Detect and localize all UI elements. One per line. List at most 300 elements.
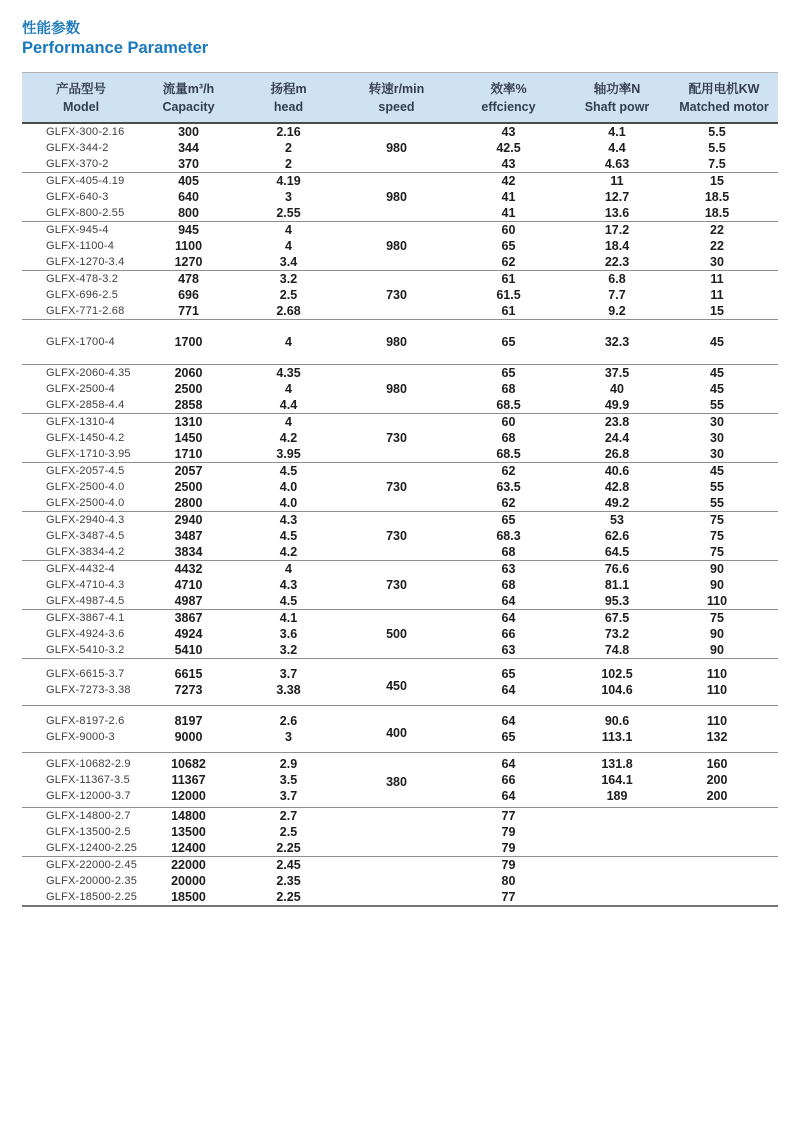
cell-head: 4.1 [237, 610, 340, 627]
cell-head: 3.4 [279, 255, 298, 269]
cell-capacity: 1310 [140, 414, 237, 431]
table-row [22, 222, 778, 239]
cell-matched-motor: 90 [710, 627, 724, 641]
cell-efficiency: 61 [501, 304, 516, 318]
cell-model: GLFX-2500-4.0 [46, 497, 125, 509]
cell-model: GLFX-22000-2.45 [22, 857, 140, 874]
cell-efficiency: 64 [453, 753, 564, 773]
cell-matched-motor: 5.5 [708, 141, 726, 155]
cell-speed: 730 [340, 561, 453, 610]
cell-capacity: 2060 [140, 365, 237, 382]
cell-matched-motor [670, 824, 778, 840]
cell-model: GLFX-640-3 [46, 191, 109, 203]
cell-model: GLFX-2858-4.4 [46, 399, 125, 411]
cell-matched-motor: 55 [710, 480, 724, 494]
cell-head: 2.35 [276, 874, 301, 888]
cell-matched-motor: 30 [670, 414, 778, 431]
cell-matched-motor: 45 [670, 463, 778, 480]
cell-efficiency: 64 [501, 594, 516, 608]
cell-shaft-power: 64.5 [604, 545, 630, 559]
cell-capacity: 4924 [174, 627, 203, 641]
cell-head: 4 [285, 382, 292, 396]
cell-model: GLFX-12000-3.7 [46, 790, 131, 802]
cell-model: GLFX-1310-4 [22, 414, 140, 431]
cell-capacity: 478 [140, 271, 237, 288]
cell-capacity: 1270 [174, 255, 203, 269]
cell-efficiency: 43 [501, 157, 516, 171]
cell-model: GLFX-1270-3.4 [46, 256, 125, 268]
header-model-en: Model [62, 99, 100, 114]
cell-head: 4.5 [237, 463, 340, 480]
cell-model: GLFX-7273-3.38 [46, 684, 131, 696]
cell-head: 2.7 [237, 808, 340, 825]
cell-shaft-power [564, 808, 670, 825]
cell-speed: 980 [340, 320, 453, 365]
cell-model: GLFX-800-2.55 [46, 207, 125, 219]
header-shaft-power-en: Shaft powr [584, 99, 650, 114]
table-body [22, 123, 778, 906]
cell-matched-motor: 11 [670, 271, 778, 288]
cell-speed: 980 [340, 365, 453, 414]
cell-matched-motor: 200 [706, 773, 728, 787]
cell-model: GLFX-1450-4.2 [46, 432, 125, 444]
column-header-head [237, 72, 340, 123]
cell-capacity: 7273 [174, 683, 203, 697]
cell-capacity: 771 [178, 304, 199, 318]
cell-capacity: 945 [140, 222, 237, 239]
header-capacity-en: Capacity [162, 99, 215, 114]
cell-head: 3.2 [279, 643, 298, 657]
cell-capacity: 405 [140, 173, 237, 190]
cell-shaft-power: 22.3 [604, 255, 630, 269]
table-header [22, 72, 778, 123]
column-header-capacity [140, 72, 237, 123]
cell-head: 4.4 [279, 398, 298, 412]
cell-model: GLFX-12400-2.25 [46, 842, 138, 854]
cell-head: 2.9 [237, 753, 340, 773]
cell-model: GLFX-3834-4.2 [46, 546, 125, 558]
cell-efficiency: 65 [501, 239, 516, 253]
cell-capacity: 300 [140, 123, 237, 140]
cell-efficiency: 64 [453, 706, 564, 730]
cell-capacity: 14800 [140, 808, 237, 825]
cell-shaft-power: 104.6 [601, 683, 633, 697]
cell-matched-motor: 90 [710, 643, 724, 657]
page-title-chinese: 性能参数 [22, 21, 80, 37]
cell-head: 3.6 [279, 627, 298, 641]
cell-model: GLFX-3867-4.1 [22, 610, 140, 627]
cell-speed: 730 [340, 463, 453, 512]
cell-model: GLFX-1700-4 [22, 320, 140, 365]
cell-efficiency: 43 [453, 123, 564, 140]
cell-head: 4.19 [237, 173, 340, 190]
cell-shaft-power: 37.5 [564, 365, 670, 382]
cell-capacity: 22000 [140, 857, 237, 874]
cell-head: 2.5 [279, 825, 298, 839]
cell-head: 4.2 [279, 545, 298, 559]
cell-head: 3 [285, 730, 292, 744]
cell-model: GLFX-370-2 [46, 158, 109, 170]
cell-head: 2 [285, 157, 292, 171]
column-header-efficiency [453, 72, 564, 123]
cell-shaft-power: 131.8 [564, 753, 670, 773]
header-row [22, 72, 778, 123]
cell-speed: 450 [340, 659, 453, 706]
cell-model: GLFX-13500-2.5 [46, 826, 131, 838]
cell-matched-motor: 75 [670, 512, 778, 529]
cell-shaft-power [564, 873, 670, 889]
cell-shaft-power: 42.8 [604, 480, 630, 494]
table-row [22, 512, 778, 529]
header-efficiency-en: effciency [481, 99, 536, 114]
cell-model: GLFX-4987-4.5 [46, 595, 125, 607]
cell-efficiency: 42.5 [496, 141, 521, 155]
cell-shaft-power: 49.2 [604, 496, 630, 510]
cell-capacity: 2500 [174, 382, 203, 396]
header-matched-motor-en: Matched motor [679, 99, 769, 114]
cell-shaft-power: 62.6 [604, 529, 630, 543]
cell-capacity: 370 [178, 157, 199, 171]
cell-head: 3.7 [237, 659, 340, 683]
cell-model: GLFX-5410-3.2 [46, 644, 125, 656]
cell-efficiency: 68 [501, 382, 516, 396]
cell-efficiency: 60 [453, 414, 564, 431]
header-speed-en: speed [378, 99, 415, 114]
cell-shaft-power: 73.2 [604, 627, 630, 641]
column-header-model [22, 72, 140, 123]
cell-model: GLFX-696-2.5 [46, 289, 119, 301]
cell-shaft-power: 49.9 [604, 398, 630, 412]
cell-model: GLFX-2060-4.35 [22, 365, 140, 382]
cell-capacity: 640 [178, 190, 199, 204]
cell-head: 4.35 [237, 365, 340, 382]
cell-model: GLFX-2940-4.3 [22, 512, 140, 529]
page-title-english: Performance Parameter [22, 39, 209, 58]
table-row [22, 365, 778, 382]
cell-matched-motor: 22 [670, 222, 778, 239]
cell-matched-motor: 75 [710, 529, 724, 543]
cell-matched-motor: 160 [670, 753, 778, 773]
cell-model: GLFX-9000-3 [46, 731, 115, 743]
cell-capacity: 8197 [140, 706, 237, 730]
cell-efficiency: 68 [501, 431, 516, 445]
cell-efficiency: 68.5 [496, 447, 521, 461]
cell-speed: 980 [340, 173, 453, 222]
cell-model: GLFX-18500-2.25 [46, 891, 138, 903]
cell-head: 2.25 [276, 841, 301, 855]
cell-matched-motor: 30 [710, 255, 724, 269]
cell-shaft-power: 81.1 [604, 578, 630, 592]
cell-capacity: 9000 [174, 730, 203, 744]
cell-speed: 980 [340, 123, 453, 173]
cell-head: 2.55 [276, 206, 301, 220]
cell-matched-motor: 200 [706, 789, 728, 803]
cell-efficiency: 61 [453, 271, 564, 288]
cell-model: GLFX-405-4.19 [22, 173, 140, 190]
cell-shaft-power: 4.1 [564, 123, 670, 140]
cell-head: 2.68 [276, 304, 301, 318]
column-header-shaft-power [564, 72, 670, 123]
cell-shaft-power: 13.6 [604, 206, 630, 220]
cell-shaft-power: 4.4 [608, 141, 626, 155]
title-block [22, 20, 778, 59]
cell-capacity: 11367 [171, 773, 206, 787]
cell-efficiency: 60 [453, 222, 564, 239]
cell-matched-motor: 75 [670, 610, 778, 627]
column-header-matched-motor [670, 72, 778, 123]
cell-head: 3.7 [279, 789, 298, 803]
cell-capacity: 4987 [174, 594, 203, 608]
cell-capacity: 6615 [140, 659, 237, 683]
table-row [22, 271, 778, 288]
cell-shaft-power: 11 [564, 173, 670, 190]
cell-shaft-power: 95.3 [604, 594, 630, 608]
cell-shaft-power: 40.6 [564, 463, 670, 480]
cell-efficiency: 65 [453, 659, 564, 683]
cell-model: GLFX-20000-2.35 [46, 875, 138, 887]
cell-efficiency: 64 [501, 789, 516, 803]
table-row [22, 123, 778, 140]
table-row [22, 857, 778, 874]
cell-matched-motor [670, 873, 778, 889]
header-capacity-cn: 流量m³/h [162, 81, 215, 96]
cell-head: 3.5 [279, 773, 298, 787]
cell-efficiency: 61.5 [496, 288, 521, 302]
cell-matched-motor: 18.5 [704, 190, 730, 204]
header-shaft-power-cn: 轴功率N [593, 81, 641, 96]
cell-matched-motor: 110 [670, 706, 778, 730]
cell-head: 4 [237, 320, 340, 365]
cell-matched-motor: 15 [710, 304, 724, 318]
cell-matched-motor: 90 [670, 561, 778, 578]
cell-model: GLFX-1100-4 [46, 240, 115, 252]
cell-model: GLFX-300-2.16 [22, 123, 140, 140]
cell-head: 4.3 [279, 578, 298, 592]
cell-matched-motor: 11 [710, 288, 724, 302]
cell-shaft-power: 76.6 [564, 561, 670, 578]
cell-efficiency: 80 [501, 874, 516, 888]
cell-matched-motor: 90 [710, 578, 724, 592]
cell-matched-motor: 55 [710, 496, 724, 510]
cell-efficiency: 63 [453, 561, 564, 578]
cell-matched-motor: 30 [710, 447, 724, 461]
cell-head: 4 [237, 561, 340, 578]
cell-head: 4.0 [279, 496, 298, 510]
cell-capacity: 1450 [174, 431, 203, 445]
cell-capacity: 13500 [171, 825, 206, 839]
cell-matched-motor [670, 889, 778, 906]
cell-capacity: 4710 [174, 578, 203, 592]
cell-efficiency: 79 [501, 825, 516, 839]
cell-model: GLFX-4710-4.3 [46, 579, 125, 591]
cell-shaft-power: 32.3 [564, 320, 670, 365]
cell-shaft-power: 23.8 [564, 414, 670, 431]
cell-head: 4.5 [279, 529, 298, 543]
cell-matched-motor: 132 [706, 730, 728, 744]
cell-head: 2.45 [237, 857, 340, 874]
cell-model: GLFX-945-4 [22, 222, 140, 239]
table-row [22, 659, 778, 683]
cell-efficiency: 63.5 [496, 480, 521, 494]
table-row [22, 706, 778, 730]
cell-model: GLFX-344-2 [46, 142, 109, 154]
cell-head: 2.5 [279, 288, 298, 302]
cell-capacity: 2858 [174, 398, 203, 412]
cell-efficiency: 64 [453, 610, 564, 627]
header-model-cn: 产品型号 [55, 81, 106, 96]
cell-head: 2 [285, 141, 292, 155]
cell-head: 4 [285, 239, 292, 253]
cell-efficiency: 65 [453, 320, 564, 365]
table-row [22, 808, 778, 825]
cell-matched-motor: 110 [706, 594, 728, 608]
cell-capacity: 12400 [171, 841, 206, 855]
table-row [22, 561, 778, 578]
cell-efficiency: 68.3 [496, 529, 521, 543]
cell-capacity: 1700 [140, 320, 237, 365]
cell-capacity: 18500 [171, 890, 206, 904]
table-row [22, 414, 778, 431]
cell-shaft-power: 6.8 [564, 271, 670, 288]
cell-head: 2.16 [237, 123, 340, 140]
cell-capacity: 1710 [174, 447, 203, 461]
cell-head: 4 [237, 222, 340, 239]
cell-shaft-power: 102.5 [564, 659, 670, 683]
cell-matched-motor: 22 [710, 239, 724, 253]
cell-capacity: 2940 [140, 512, 237, 529]
cell-head: 3.2 [237, 271, 340, 288]
cell-head: 4.3 [237, 512, 340, 529]
cell-efficiency: 42 [453, 173, 564, 190]
cell-matched-motor: 15 [670, 173, 778, 190]
column-header-speed [340, 72, 453, 123]
cell-shaft-power: 40 [610, 382, 624, 396]
table-row [22, 320, 778, 365]
cell-speed: 730 [340, 512, 453, 561]
header-head-cn: 扬程m [270, 81, 307, 96]
cell-speed: 730 [340, 271, 453, 320]
header-matched-motor-cn: 配用电机KW [688, 81, 760, 96]
cell-shaft-power: 24.4 [604, 431, 630, 445]
cell-efficiency: 64 [501, 683, 516, 697]
cell-efficiency: 63 [501, 643, 516, 657]
cell-speed [340, 808, 453, 857]
cell-efficiency: 66 [501, 773, 516, 787]
cell-capacity: 2057 [140, 463, 237, 480]
cell-model: GLFX-771-2.68 [46, 305, 125, 317]
cell-head: 2.6 [237, 706, 340, 730]
cell-shaft-power: 67.5 [564, 610, 670, 627]
cell-matched-motor [670, 808, 778, 825]
cell-head: 3.95 [276, 447, 301, 461]
cell-matched-motor: 18.5 [704, 206, 730, 220]
cell-shaft-power: 17.2 [564, 222, 670, 239]
header-head-en: head [273, 99, 304, 114]
table-row [22, 463, 778, 480]
cell-shaft-power: 4.63 [604, 157, 630, 171]
cell-capacity: 3487 [174, 529, 203, 543]
cell-head: 4.2 [279, 431, 298, 445]
cell-capacity: 3867 [140, 610, 237, 627]
cell-matched-motor [670, 840, 778, 857]
cell-capacity: 800 [178, 206, 199, 220]
cell-model: GLFX-2500-4 [46, 383, 115, 395]
cell-efficiency: 79 [501, 841, 516, 855]
cell-model: GLFX-2500-4.0 [46, 481, 125, 493]
cell-efficiency: 65 [453, 365, 564, 382]
cell-matched-motor: 7.5 [708, 157, 726, 171]
cell-shaft-power: 7.7 [608, 288, 626, 302]
cell-shaft-power: 18.4 [604, 239, 630, 253]
cell-capacity: 3834 [174, 545, 203, 559]
cell-shaft-power: 53 [564, 512, 670, 529]
cell-efficiency: 65 [453, 512, 564, 529]
cell-efficiency: 77 [453, 808, 564, 825]
cell-head: 4.5 [279, 594, 298, 608]
cell-speed: 500 [340, 610, 453, 659]
cell-model: GLFX-478-3.2 [22, 271, 140, 288]
cell-capacity: 344 [178, 141, 199, 155]
cell-model: GLFX-1710-3.95 [46, 448, 131, 460]
table-row [22, 173, 778, 190]
cell-model: GLFX-8197-2.6 [22, 706, 140, 730]
cell-matched-motor: 45 [670, 320, 778, 365]
cell-model: GLFX-2057-4.5 [22, 463, 140, 480]
cell-speed: 980 [340, 222, 453, 271]
cell-shaft-power [564, 824, 670, 840]
cell-efficiency: 62 [453, 463, 564, 480]
cell-speed: 380 [340, 753, 453, 808]
cell-model: GLFX-4432-4 [22, 561, 140, 578]
cell-efficiency: 66 [501, 627, 516, 641]
cell-head: 3 [285, 190, 292, 204]
cell-shaft-power: 189 [606, 789, 628, 803]
cell-efficiency: 77 [501, 890, 516, 904]
cell-efficiency: 68 [501, 578, 516, 592]
cell-matched-motor: 45 [710, 382, 724, 396]
cell-model: GLFX-14800-2.7 [22, 808, 140, 825]
cell-efficiency: 79 [453, 857, 564, 874]
cell-speed: 400 [340, 706, 453, 753]
cell-speed: 730 [340, 414, 453, 463]
cell-shaft-power: 74.8 [604, 643, 630, 657]
cell-model: GLFX-6615-3.7 [22, 659, 140, 683]
cell-efficiency: 65 [501, 730, 516, 744]
cell-matched-motor: 5.5 [670, 123, 778, 140]
cell-capacity: 2800 [174, 496, 203, 510]
cell-matched-motor [670, 857, 778, 874]
cell-matched-motor: 110 [670, 659, 778, 683]
cell-efficiency: 62 [501, 496, 516, 510]
cell-efficiency: 41 [501, 190, 516, 204]
cell-capacity: 5410 [174, 643, 203, 657]
cell-shaft-power: 26.8 [604, 447, 630, 461]
cell-capacity: 696 [178, 288, 199, 302]
cell-matched-motor: 55 [710, 398, 724, 412]
cell-head: 2.25 [276, 890, 301, 904]
cell-matched-motor: 45 [670, 365, 778, 382]
header-speed-cn: 转速r/min [368, 81, 425, 96]
cell-model: GLFX-10682-2.9 [22, 753, 140, 773]
cell-model: GLFX-4924-3.6 [46, 628, 125, 640]
cell-capacity: 2500 [174, 480, 203, 494]
cell-capacity: 20000 [171, 874, 206, 888]
cell-matched-motor: 75 [710, 545, 724, 559]
cell-shaft-power: 90.6 [564, 706, 670, 730]
cell-capacity: 12000 [171, 789, 206, 803]
cell-shaft-power [564, 889, 670, 906]
table-row [22, 610, 778, 627]
